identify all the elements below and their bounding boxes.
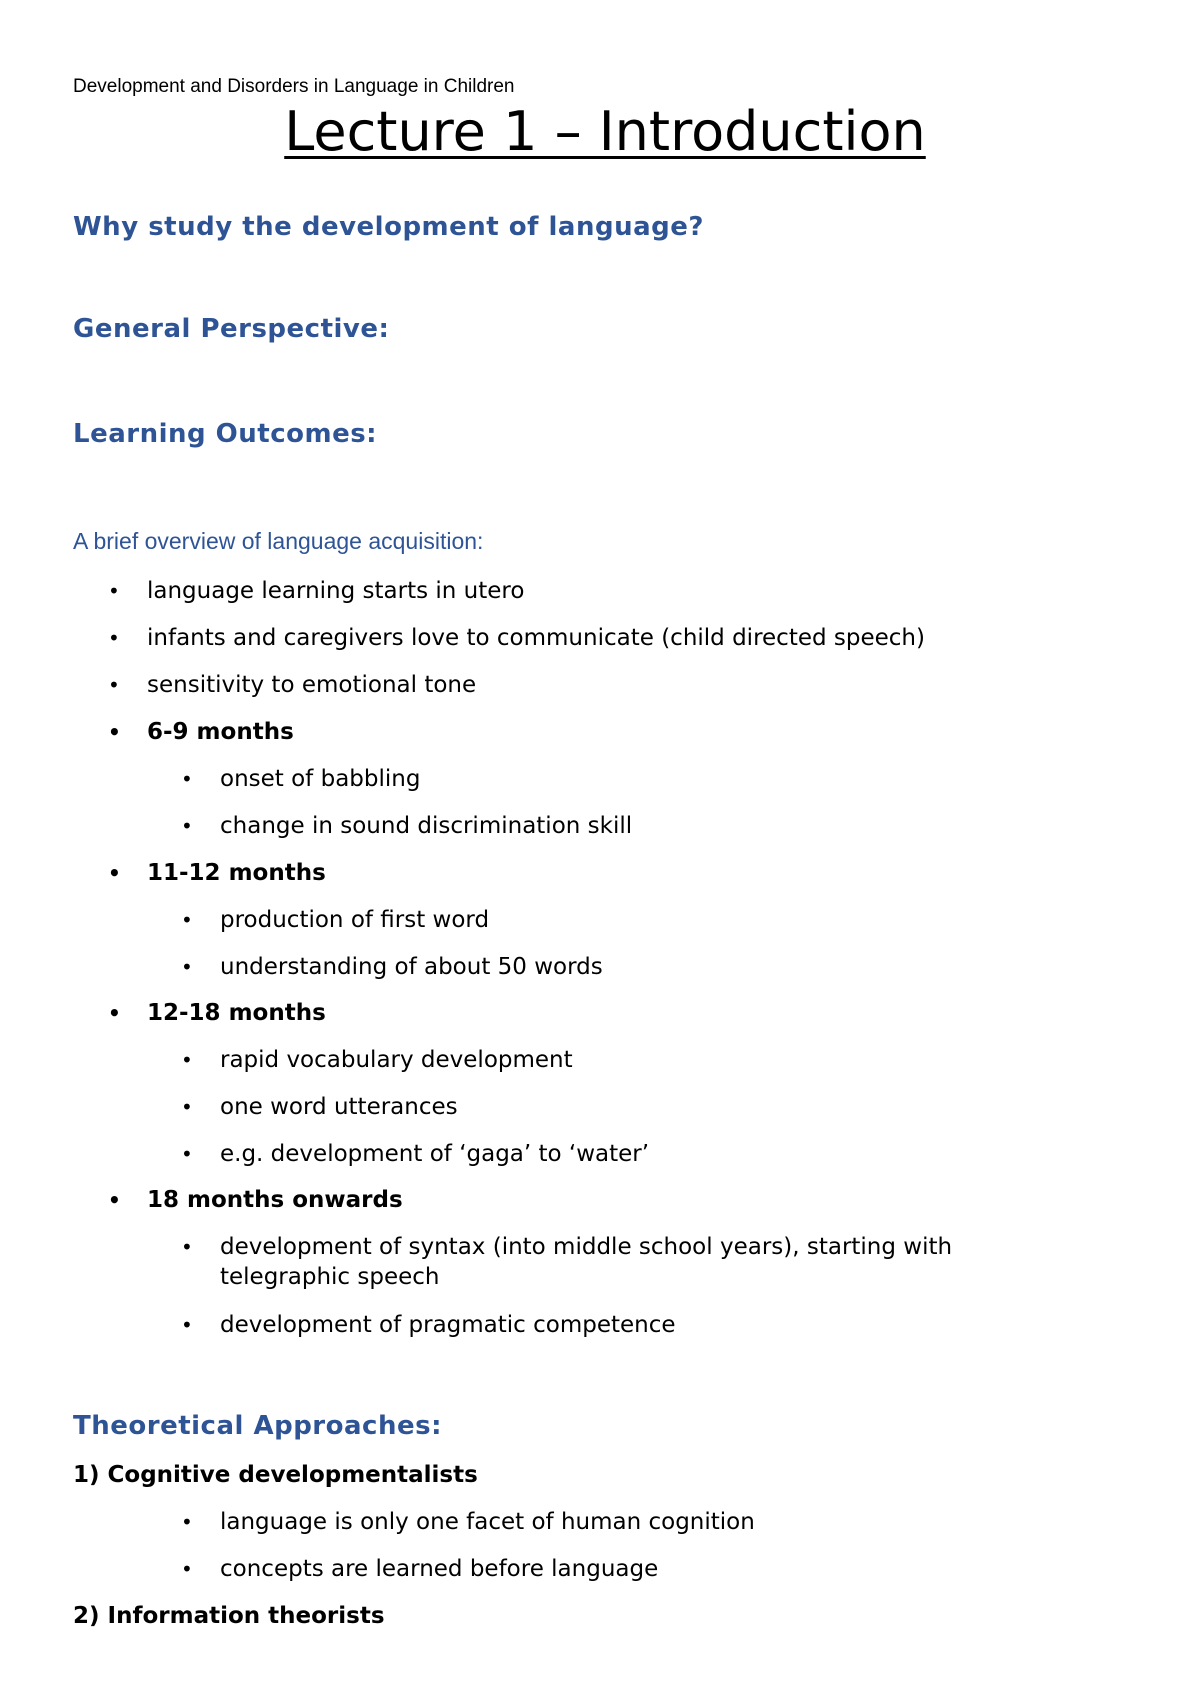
stage-label: 11-12 months	[147, 860, 326, 886]
list-item-text: one word utterances	[220, 1094, 458, 1120]
bullet-icon: •	[108, 579, 120, 603]
stage-item	[108, 717, 294, 747]
bullet-icon: •	[108, 1001, 121, 1025]
bullet-icon: •	[181, 908, 193, 932]
list-item-text: development of syntax (into middle school years), starting with telegraphic speech	[220, 1234, 953, 1290]
approach-cognitive: 1) Cognitive developmentalists	[73, 1462, 478, 1488]
bullet-icon: •	[181, 1313, 193, 1337]
bullet-icon: •	[181, 814, 193, 838]
list-item-text: language is only one facet of human cognition	[220, 1509, 755, 1535]
running-header: Development and Disorders in Language in Children	[73, 76, 515, 97]
approach-information: 2) Information theorists	[73, 1603, 385, 1629]
list-item	[181, 1139, 649, 1169]
list-item-text: e.g. development of ‘gaga’ to ‘water’	[220, 1141, 650, 1167]
list-item-text: infants and caregivers love to communicate (child directed speech)	[147, 625, 925, 651]
bullet-icon: •	[181, 1048, 193, 1072]
stage-item	[108, 1185, 403, 1215]
stage-label: 12-18 months	[147, 1000, 326, 1026]
list-item	[108, 576, 524, 606]
bullet-icon: •	[181, 955, 193, 979]
stage-item	[108, 998, 326, 1028]
list-item	[181, 1045, 573, 1075]
list-item-text: sensitivity to emotional tone	[147, 672, 477, 698]
list-item-text: change in sound discrimination skill	[220, 813, 633, 839]
list-item-text: concepts are learned before language	[220, 1556, 659, 1582]
bullet-icon: •	[108, 626, 120, 650]
list-item	[108, 623, 925, 653]
stage-label: 6-9 months	[147, 719, 294, 745]
list-item	[108, 670, 476, 700]
heading-why-study: Why study the development of language?	[73, 212, 704, 242]
stage-label: 18 months onwards	[147, 1187, 403, 1213]
list-item-text: development of pragmatic competence	[220, 1312, 676, 1338]
heading-theoretical-approaches: Theoretical Approaches:	[73, 1411, 442, 1441]
bullet-icon: •	[181, 1557, 193, 1581]
list-item-text: language learning starts in utero	[147, 578, 525, 604]
bullet-icon: •	[181, 1095, 193, 1119]
bullet-icon: •	[108, 673, 120, 697]
list-item-text: production of first word	[220, 907, 490, 933]
list-item	[181, 1507, 755, 1537]
bullet-icon: •	[108, 861, 121, 885]
bullet-icon: •	[181, 1235, 193, 1259]
list-item	[181, 1092, 458, 1122]
page-title: Lecture 1 – Introduction	[284, 100, 926, 163]
bullet-icon: •	[181, 1142, 193, 1166]
heading-learning-outcomes: Learning Outcomes:	[73, 419, 378, 449]
list-item-text: onset of babbling	[220, 766, 421, 792]
list-item-text: understanding of about 50 words	[220, 954, 603, 980]
bullet-icon: •	[108, 1188, 121, 1212]
list-item	[181, 811, 632, 841]
bullet-icon: •	[181, 767, 193, 791]
bullet-icon: •	[108, 720, 121, 744]
bullet-icon: •	[181, 1510, 193, 1534]
stage-item	[108, 858, 326, 888]
heading-general-perspective: General Perspective:	[73, 314, 390, 344]
list-item-text: rapid vocabulary development	[220, 1047, 573, 1073]
list-item	[181, 1554, 658, 1584]
list-item	[181, 952, 603, 982]
subheading-overview: A brief overview of language acquisition:	[73, 528, 484, 554]
list-item	[181, 905, 489, 935]
list-item	[181, 1232, 1001, 1292]
list-item	[181, 764, 420, 794]
list-item	[181, 1310, 676, 1340]
